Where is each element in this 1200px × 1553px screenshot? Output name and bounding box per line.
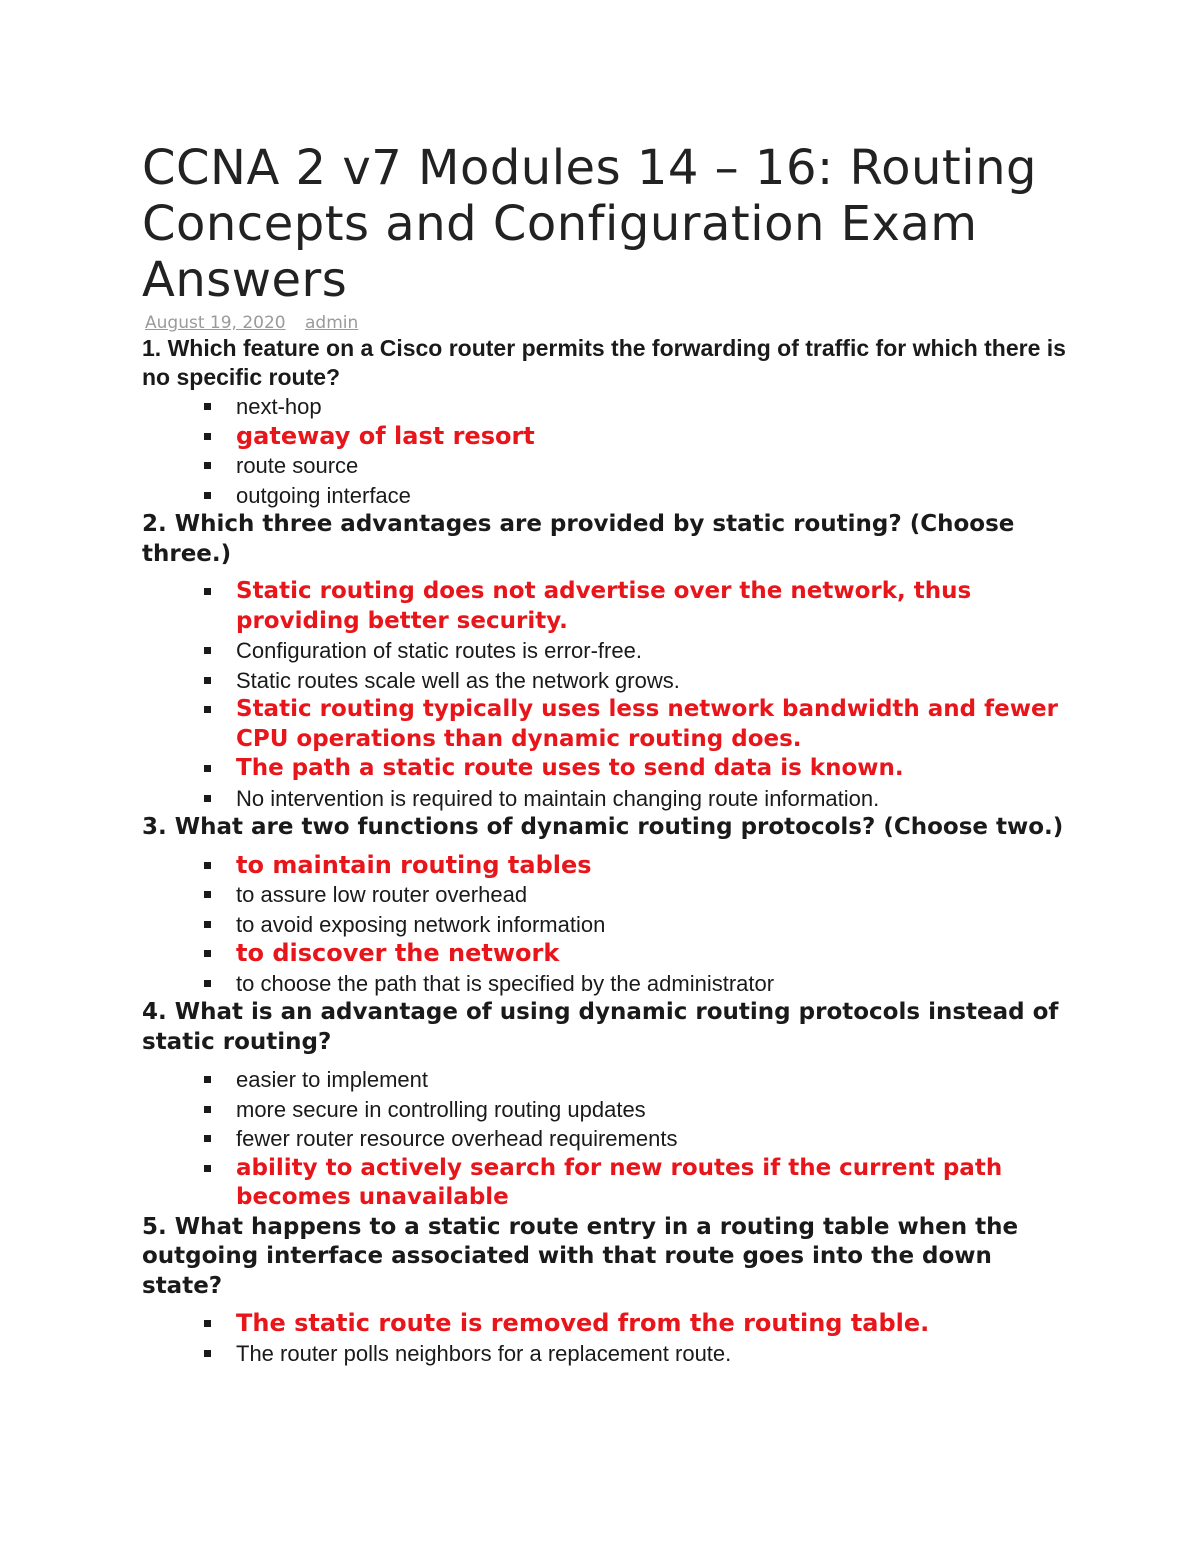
question-heading: 4. What is an advantage of using dynamic routing protocols instead of static routing? <box>142 999 1059 1055</box>
question-heading: 2. Which three advantages are provided by static routing? (Choose three.) <box>142 511 1015 567</box>
correct-answer-option: Static routing typically uses less network bandwidth and fewer CPU operations than dynamic routing does. <box>236 695 1070 754</box>
answer-options-list <box>142 1309 1070 1368</box>
correct-answer-option: Static routing does not advertise over the network, thus providing better security. <box>236 577 1070 636</box>
answer-option: outgoing interface <box>236 481 1070 511</box>
answer-options-list <box>142 392 1070 510</box>
answer-option: Configuration of static routes is error-free. <box>236 636 1070 666</box>
answer-option: Static routes scale well as the network grows. <box>236 666 1070 696</box>
answer-option: The router polls neighbors for a replacement route. <box>236 1339 1070 1369</box>
answer-option: No intervention is required to maintain changing route information. <box>236 784 1070 814</box>
question-heading: 5. What happens to a static route entry in a routing table when the outgoing interface associated with that route goes into the down state? <box>142 1213 1019 1299</box>
post-meta <box>142 312 1070 334</box>
answer-options-list <box>142 577 1070 813</box>
answer-option: route source <box>236 451 1070 481</box>
correct-answer-option: to maintain routing tables <box>236 851 1070 881</box>
correct-answer-option: The path a static route uses to send data is known. <box>236 754 1070 784</box>
answer-options-list <box>142 1065 1070 1213</box>
question-heading: 3. What are two functions of dynamic routing protocols? (Choose two.) <box>142 814 1064 840</box>
answer-options-list <box>142 851 1070 999</box>
answer-option: to assure low router overhead <box>236 880 1070 910</box>
post-date-link[interactable]: August 19, 2020 <box>145 313 286 333</box>
post-author-link[interactable]: admin <box>305 313 359 333</box>
correct-answer-option: The static route is removed from the routing table. <box>236 1309 1070 1339</box>
answer-option: next-hop <box>236 392 1070 422</box>
answer-option: to avoid exposing network information <box>236 910 1070 940</box>
answer-option: easier to implement <box>236 1065 1070 1095</box>
answer-option: fewer router resource overhead requirements <box>236 1124 1070 1154</box>
correct-answer-option: gateway of last resort <box>236 422 1070 452</box>
question-heading: 1. Which feature on a Cisco router permits the forwarding of traffic for which there is no specific route? <box>142 335 1066 390</box>
page-title: CCNA 2 v7 Modules 14 – 16: Routing Concepts and Configuration Exam Answers <box>142 140 1037 308</box>
correct-answer-option: ability to actively search for new routes if the current path becomes unavailable <box>236 1154 1070 1213</box>
answer-option: to choose the path that is specified by the administrator <box>236 969 1070 999</box>
correct-answer-option: to discover the network <box>236 939 1070 969</box>
answer-option: more secure in controlling routing updates <box>236 1095 1070 1125</box>
